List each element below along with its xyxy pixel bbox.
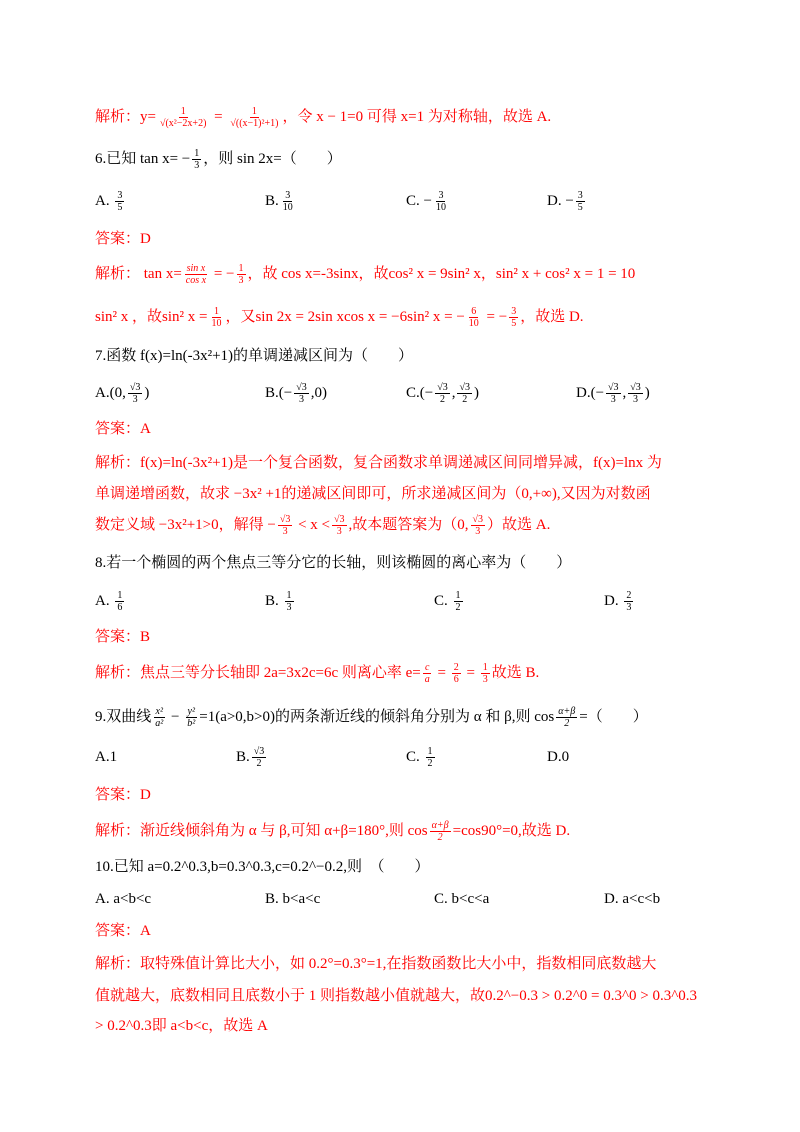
q5-fraction-1: $\frac{1}{\text{√(x²−2x+2)}}$	[159, 106, 207, 130]
q6-option-c: C. − $\frac{3}{10}$	[406, 190, 446, 214]
q6-option-a: A. $\frac{3}{5}$	[95, 190, 123, 214]
q7-option-b: B.(− $\frac{√3}{3}$ ,0)	[265, 382, 327, 406]
q7-stem: 7.函数 f(x)=ln(-3x²+1)的单调递减区间为（ ）	[95, 348, 414, 364]
q10-analysis-line-2: 值就越大，底数相同且底数小于 1 则指数越小值就越大，故0.2^−0.3 > 0.2^0 = 0.3^0 > 0.3^0.3	[95, 988, 697, 1004]
q8-option-c: C. $\frac{1}{2}$	[434, 590, 461, 614]
q10-option-c: C. b<c<a	[434, 891, 490, 907]
q7-analysis-line-1: 解析：f(x)=ln(-3x²+1)是一个复合函数，复合函数求单调递减区间同增异减，f(x)=lnx 为	[95, 455, 662, 471]
q9-option-d: D.0	[547, 749, 570, 765]
q7-answer: 答案：A	[95, 421, 151, 437]
q7-analysis-line-3: 数定义域 −3x²+1>0，解得 − $\frac{√3}{3}$ < x < $\frac{√3}{3}$ ,故本题答案为（0, $\frac{√3}{3}$ ）故选 A.	[95, 514, 551, 538]
q8-option-a: A. $\frac{1}{6}$	[95, 590, 123, 614]
q5-analysis: 解析：y= $\frac{1}{\text{√(x²−2x+2)}}$ = $\frac{1}{\text{√((x−1)²+1)}}$ ，令 x − 1=0 可得 x=1 为对称轴，故选 A.	[95, 106, 552, 130]
q6-analysis-line-1: 解析： tan x= $\frac{\text{sin x}}{\text{cos x}}$ = − $\frac{1}{3}$ ，故 cos x=-3sinx，故cos² x = 9sin² x，sin² x + cos² x = 1 = 10	[95, 263, 636, 287]
q6-stem: 6.已知 tan x= − $\frac{1}{3}$ ，则 sin 2x=（ ）	[95, 148, 342, 172]
q10-answer: 答案：A	[95, 923, 151, 939]
q9-analysis: 解析：渐近线倾斜角为 α 与 β,可知 α+β=180°,则 cos $\frac{\alpha+\beta}{2}$ =cos90°=0,故选 D.	[95, 820, 571, 844]
q9-answer: 答案：D	[95, 787, 151, 803]
q7-option-c: C.(− $\frac{√3}{2}$ , $\frac{√3}{2}$ )	[406, 382, 479, 406]
q10-option-d: D. a<c<b	[604, 891, 661, 907]
q8-analysis: 解析：焦点三等分长轴即 2a=3x2c=6c 则离心率 e= $\frac{c}{a}$ = $\frac{2}{6}$ = $\frac{1}{3}$ 故选 B.	[95, 662, 540, 686]
q9-option-c: C. $\frac{1}{2}$	[406, 746, 433, 770]
q7-option-d: D.(− $\frac{√3}{3}$ , $\frac{√3}{3}$ )	[576, 382, 650, 406]
q8-option-d: D. $\frac{2}{3}$	[604, 590, 632, 614]
q7-analysis-line-2: 单调递增函数，故求 −3x² +1的递减区间即可，所求递减区间为（0,+∞),又因为对数函	[95, 486, 651, 502]
q6-analysis-line-2: sin² x ，故sin² x = $\frac{1}{10}$ ，又sin 2x = 2sin xcos x = −6sin² x = − $\frac{6}{10}$ = − $\frac{3}{5}$ ，故选 D.	[95, 306, 584, 330]
q6-option-b: B. $\frac{3}{10}$	[265, 190, 293, 214]
q10-option-b: B. b<a<c	[265, 891, 321, 907]
q7-option-a: A.(0, $\frac{√3}{3}$ )	[95, 382, 150, 406]
q9-option-a: A.1	[95, 749, 118, 765]
q6-answer: 答案：D	[95, 231, 151, 247]
q9-stem: 9.双曲线 $\frac{\text{x²}}{\text{a²}}$ − $\frac{\text{y²}}{\text{b²}}$ =1(a>0,b>0)的两条渐近线的倾斜角分别为 α 和 β,则 cos $\frac{\alpha+\beta}{2}$ =（ ）	[95, 706, 648, 730]
q10-analysis-line-3: > 0.2^0.3即 a<b<c，故选 A	[95, 1018, 268, 1034]
q10-stem: 10.已知 a=0.2^0.3,b=0.3^0.3,c=0.2^−0.2,则 （ ）	[95, 859, 430, 875]
q9-option-b: B. $\frac{√3}{2}$	[236, 746, 265, 770]
q10-analysis-line-1: 解析：取特殊值计算比大小，如 0.2°=0.3°=1,在指数函数比大小中，指数相同底数越大	[95, 956, 657, 972]
q6-option-d: D. − $\frac{3}{5}$	[547, 190, 583, 214]
q5-fraction-2: $\frac{1}{\text{√((x−1)²+1)}}$	[230, 106, 279, 130]
q8-option-b: B. $\frac{1}{3}$	[265, 590, 292, 614]
q10-option-a: A. a<b<c	[95, 891, 152, 907]
q5-analysis-prefix: 解析：y=	[95, 109, 156, 125]
q8-stem: 8.若一个椭圆的两个焦点三等分它的长轴，则该椭圆的离心率为（ ）	[95, 555, 572, 571]
q8-answer: 答案：B	[95, 629, 151, 645]
